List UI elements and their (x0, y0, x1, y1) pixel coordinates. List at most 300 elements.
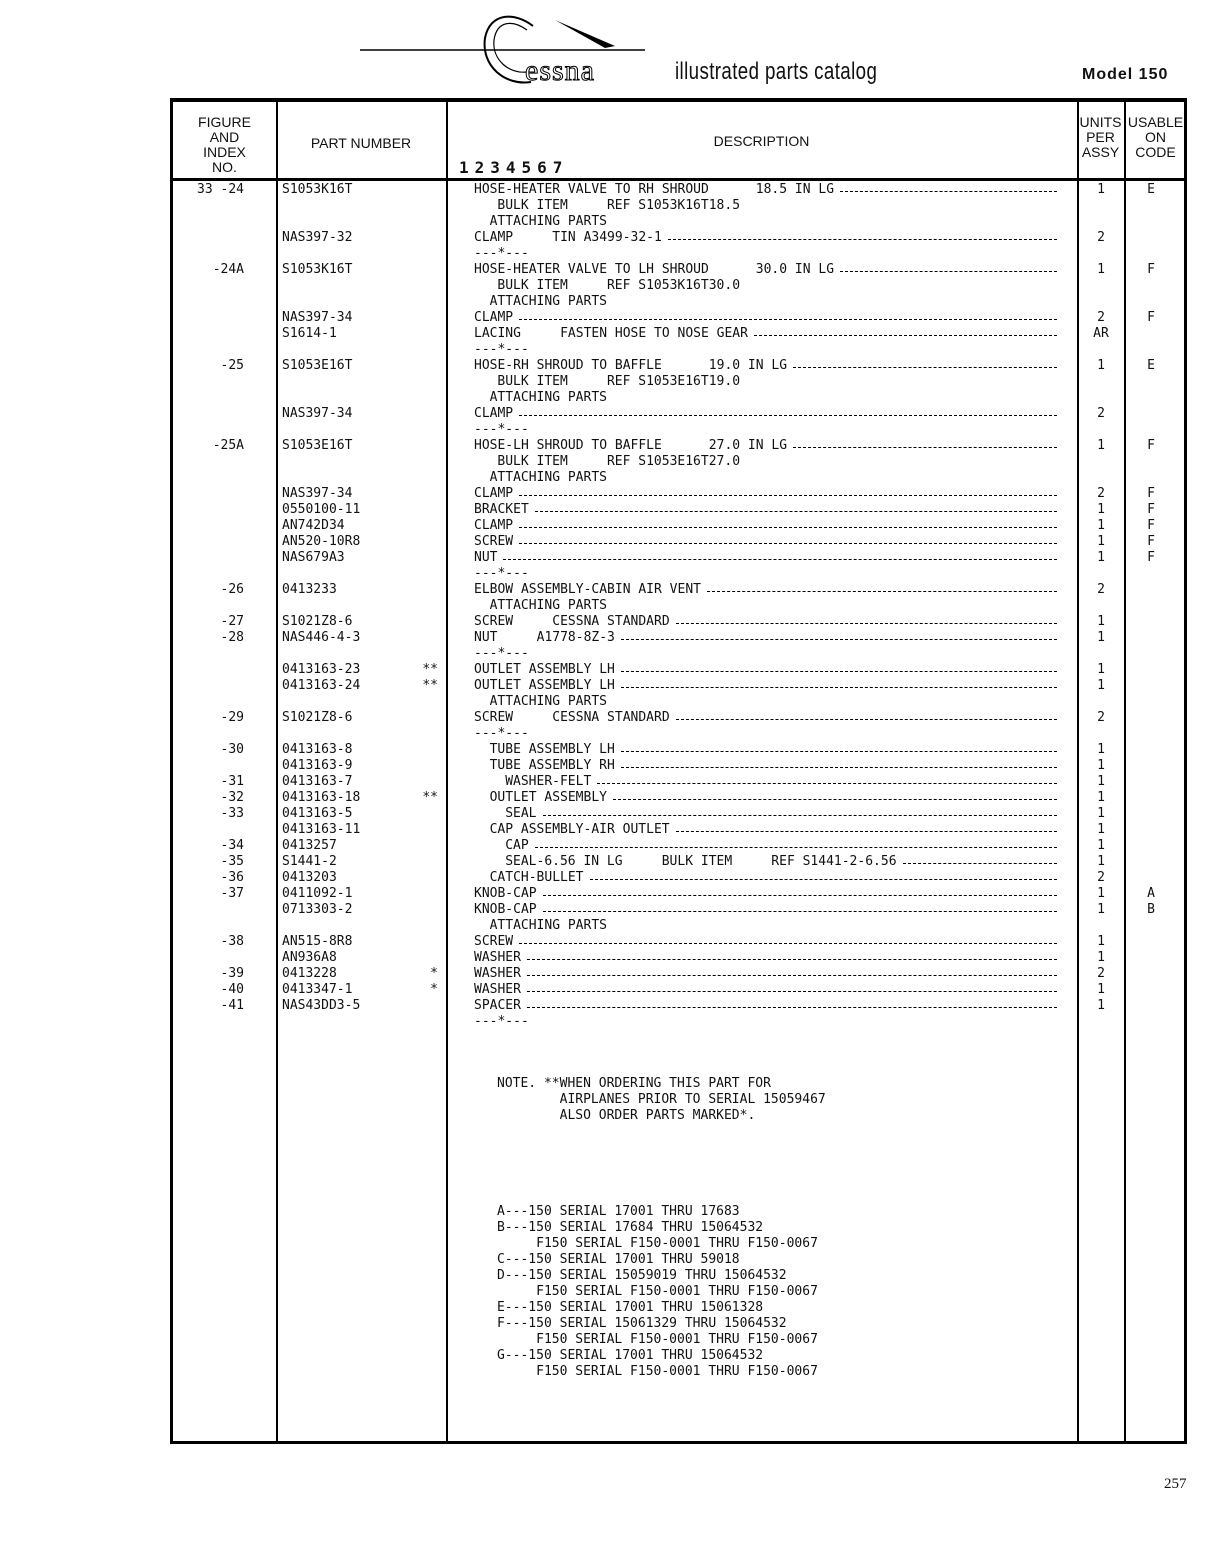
table-row (0, 1014, 1212, 1030)
table-row (0, 518, 1212, 534)
part-number: NAS397-34 (282, 486, 353, 501)
leader-dashes (707, 591, 1057, 592)
description-cell (497, 374, 740, 390)
units-per-assy: 1 (1097, 998, 1105, 1013)
leader-dashes (503, 559, 1057, 560)
catalog-title: illustrated parts catalog (675, 58, 878, 85)
units-per-assy: 1 (1097, 982, 1105, 997)
figure-index: -33 (220, 806, 244, 821)
table-row (0, 710, 1212, 726)
description-cell (490, 694, 607, 710)
description-text: CAP (505, 838, 529, 853)
description-cell (474, 902, 1060, 918)
figure-index: -39 (220, 966, 244, 981)
description-text: SPACER (474, 998, 521, 1013)
table-row (0, 374, 1212, 390)
part-number: 0411092-1 (282, 886, 353, 901)
table-row (0, 678, 1212, 694)
description-cell (490, 598, 607, 614)
description-text: TUBE ASSEMBLY LH (489, 742, 615, 757)
description-text: WASHER (474, 950, 521, 965)
description-cell (474, 982, 1060, 998)
part-number: S1053K16T (282, 262, 353, 277)
leader-dashes (903, 863, 1057, 864)
description-text: KNOB-CAP (474, 902, 537, 917)
part-number: NAS446-4-3 (282, 630, 361, 645)
description-text: ---*--- (474, 646, 529, 661)
figure-index: -29 (220, 710, 244, 725)
description-text: SCREW (474, 934, 514, 949)
description-cell (490, 918, 607, 934)
description-cell (505, 854, 1060, 870)
description-cell (474, 950, 1060, 966)
description-text: BULK ITEM REF S1053E16T27.0 (497, 454, 741, 469)
usable-on-code: E (1147, 358, 1155, 373)
leader-dashes (543, 895, 1057, 896)
part-number: S1021Z8-6 (282, 710, 353, 725)
leader-dashes (527, 1007, 1057, 1008)
header-usable-on-code: USABLE ON CODE (1127, 114, 1184, 160)
table-row (0, 742, 1212, 758)
table-row (0, 470, 1212, 486)
description-text: ---*--- (474, 1014, 529, 1029)
part-number: 0413163-5 (282, 806, 353, 821)
table-row (0, 342, 1212, 358)
description-cell (474, 710, 1060, 726)
description-cell (490, 470, 607, 486)
description-text: KNOB-CAP (474, 886, 537, 901)
leader-dashes (621, 687, 1057, 688)
description-text: ATTACHING PARTS (489, 918, 607, 933)
description-cell (474, 1014, 529, 1030)
notes-block (497, 1044, 826, 1396)
usable-on-code: F (1147, 486, 1155, 501)
table-row (0, 902, 1212, 918)
part-number: S1053K16T (282, 182, 353, 197)
part-number: S1614-1 (282, 326, 337, 341)
table-row (0, 870, 1212, 886)
description-cell (490, 742, 1060, 758)
table-row (0, 438, 1212, 454)
units-per-assy: 1 (1097, 806, 1105, 821)
description-cell (505, 838, 1060, 854)
description-cell (474, 502, 1060, 518)
description-text: ---*--- (474, 342, 529, 357)
description-cell (474, 678, 1060, 694)
table-row (0, 630, 1212, 646)
description-text: OUTLET ASSEMBLY (489, 790, 607, 805)
units-per-assy: 2 (1097, 870, 1105, 885)
part-number: AN515-8R8 (282, 934, 353, 949)
table-row (0, 214, 1212, 230)
table-row (0, 790, 1212, 806)
table-row (0, 310, 1212, 326)
units-per-assy: 1 (1097, 854, 1105, 869)
table-row (0, 854, 1212, 870)
description-text: ELBOW ASSEMBLY-CABIN AIR VENT (474, 582, 701, 597)
table-row (0, 774, 1212, 790)
description-text: NUT A1778-8Z-3 (474, 630, 615, 645)
description-cell (474, 326, 1060, 342)
units-per-assy: 1 (1097, 790, 1105, 805)
table-row (0, 246, 1212, 262)
table-row (0, 998, 1212, 1014)
leader-dashes (676, 623, 1057, 624)
units-per-assy: 1 (1097, 774, 1105, 789)
leader-dashes (543, 911, 1057, 912)
description-cell (490, 294, 607, 310)
description-cell (474, 246, 529, 262)
header-part-number: PART NUMBER (310, 135, 412, 151)
description-cell (474, 182, 1060, 198)
leader-dashes (519, 527, 1057, 528)
asterisk-mark: ** (422, 678, 438, 693)
description-cell (474, 966, 1060, 982)
description-cell (474, 998, 1060, 1014)
table-row (0, 326, 1212, 342)
description-text: CLAMP (474, 310, 514, 325)
description-cell (474, 630, 1060, 646)
part-number: 0413163-9 (282, 758, 353, 773)
table-row (0, 662, 1212, 678)
part-number: 0413163-24 (282, 678, 361, 693)
part-number: 0550100-11 (282, 502, 361, 517)
description-cell (474, 230, 1060, 246)
header-indent-scale: 1234567 (459, 158, 569, 177)
description-text: SCREW CESSNA STANDARD (474, 710, 670, 725)
description-text: SCREW CESSNA STANDARD (474, 614, 670, 629)
units-per-assy: AR (1093, 326, 1109, 341)
units-per-assy: 2 (1097, 486, 1105, 501)
usable-on-code: B (1147, 902, 1155, 917)
description-cell (474, 614, 1060, 630)
table-row (0, 566, 1212, 582)
table-row (0, 278, 1212, 294)
leader-dashes (621, 671, 1057, 672)
usable-on-code: F (1147, 262, 1155, 277)
part-number: S1441-2 (282, 854, 337, 869)
description-text: CLAMP TIN A3499-32-1 (474, 230, 662, 245)
description-cell (474, 646, 529, 662)
ordering-note: NOTE. **WHEN ORDERING THIS PART FOR AIRPLANES PRIOR TO SERIAL 15059467 ALSO ORDER PARTS MARKED*. (497, 1076, 826, 1123)
units-per-assy: 1 (1097, 614, 1105, 629)
description-cell (474, 566, 529, 582)
description-cell (474, 358, 1060, 374)
leader-dashes (840, 191, 1057, 192)
description-text: WASHER-FELT (505, 774, 592, 789)
leader-dashes (527, 959, 1057, 960)
part-number: AN742D34 (282, 518, 345, 533)
leader-dashes (535, 511, 1057, 512)
description-text: ATTACHING PARTS (489, 470, 607, 485)
description-cell (497, 454, 740, 470)
table-row (0, 886, 1212, 902)
description-text: ATTACHING PARTS (489, 694, 607, 709)
units-per-assy: 1 (1097, 902, 1105, 917)
figure-index: -26 (220, 582, 244, 597)
table-row (0, 838, 1212, 854)
usable-on-code: F (1147, 534, 1155, 549)
part-number: S1053E16T (282, 438, 353, 453)
description-text: OUTLET ASSEMBLY LH (474, 662, 615, 677)
description-cell (474, 262, 1060, 278)
description-cell (474, 534, 1060, 550)
description-cell (474, 486, 1060, 502)
figure-index: -35 (220, 854, 244, 869)
header-rule (173, 178, 1184, 181)
part-number: 0413257 (282, 838, 337, 853)
description-text: HOSE-RH SHROUD TO BAFFLE 19.0 IN LG (474, 358, 788, 373)
leader-dashes (621, 639, 1057, 640)
table-row (0, 918, 1212, 934)
description-text: ---*--- (474, 726, 529, 741)
description-text: HOSE-HEATER VALVE TO RH SHROUD 18.5 IN LG (474, 182, 835, 197)
description-cell (497, 198, 740, 214)
description-cell (490, 214, 607, 230)
figure-index: -25 (220, 358, 244, 373)
description-text: LACING FASTEN HOSE TO NOSE GEAR (474, 326, 748, 341)
leader-dashes (527, 991, 1057, 992)
figure-index: -38 (220, 934, 244, 949)
table-row (0, 950, 1212, 966)
figure-index: -31 (220, 774, 244, 789)
leader-dashes (535, 847, 1057, 848)
description-cell (474, 886, 1060, 902)
table-row (0, 262, 1212, 278)
description-text: CLAMP (474, 486, 514, 501)
description-cell (490, 790, 1060, 806)
part-number: S1021Z8-6 (282, 614, 353, 629)
description-cell (474, 422, 529, 438)
units-per-assy: 1 (1097, 534, 1105, 549)
units-per-assy: 1 (1097, 662, 1105, 677)
table-row (0, 294, 1212, 310)
units-per-assy: 2 (1097, 230, 1105, 245)
leader-dashes (590, 879, 1057, 880)
leader-dashes (621, 767, 1057, 768)
table-row (0, 486, 1212, 502)
part-number: 0713303-2 (282, 902, 353, 917)
description-text: CATCH-BULLET (489, 870, 584, 885)
figure-index: -37 (220, 886, 244, 901)
usable-on-code: F (1147, 438, 1155, 453)
description-cell (474, 550, 1060, 566)
header-units-per-assy: UNITS PER ASSY (1079, 114, 1122, 160)
leader-dashes (543, 815, 1058, 816)
description-cell (474, 582, 1060, 598)
usable-on-code: F (1147, 518, 1155, 533)
usable-on-code: E (1147, 182, 1155, 197)
units-per-assy: 2 (1097, 966, 1105, 981)
description-text: HOSE-LH SHROUD TO BAFFLE 27.0 IN LG (474, 438, 788, 453)
part-number: NAS397-32 (282, 230, 353, 245)
description-cell (490, 390, 607, 406)
part-number: NAS43DD3-5 (282, 998, 361, 1013)
table-row (0, 182, 1212, 198)
table-row (0, 582, 1212, 598)
part-number: S1053E16T (282, 358, 353, 373)
description-text: OUTLET ASSEMBLY LH (474, 678, 615, 693)
description-text: CLAMP (474, 406, 514, 421)
table-row (0, 966, 1212, 982)
part-number: NAS679A3 (282, 550, 345, 565)
leader-dashes (519, 319, 1057, 320)
page-number: 257 (1164, 1476, 1187, 1492)
part-number: NAS397-34 (282, 406, 353, 421)
part-number: 0413347-1 (282, 982, 353, 997)
figure-index: -25A (212, 438, 244, 453)
leader-dashes (519, 543, 1057, 544)
description-cell (497, 278, 740, 294)
description-cell (474, 406, 1060, 422)
table-row (0, 390, 1212, 406)
units-per-assy: 2 (1097, 406, 1105, 421)
table-row (0, 822, 1212, 838)
leader-dashes (668, 239, 1057, 240)
figure-index: -32 (220, 790, 244, 805)
units-per-assy: 1 (1097, 822, 1105, 837)
figure-index: -28 (220, 630, 244, 645)
part-number: 0413163-18 (282, 790, 361, 805)
table-row (0, 406, 1212, 422)
units-per-assy: 1 (1097, 758, 1105, 773)
part-number: NAS397-34 (282, 310, 353, 325)
figure-index: -30 (220, 742, 244, 757)
part-number: 0413203 (282, 870, 337, 885)
description-text: ---*--- (474, 566, 529, 581)
figure-index: -40 (220, 982, 244, 997)
units-per-assy: 1 (1097, 838, 1105, 853)
table-row (0, 806, 1212, 822)
leader-dashes (840, 271, 1057, 272)
description-text: TUBE ASSEMBLY RH (489, 758, 615, 773)
table-row (0, 982, 1212, 998)
part-number: 0413233 (282, 582, 337, 597)
table-row (0, 454, 1212, 470)
table-row (0, 502, 1212, 518)
description-text: ATTACHING PARTS (489, 598, 607, 613)
description-text: ---*--- (474, 246, 529, 261)
table-row (0, 422, 1212, 438)
description-text: ATTACHING PARTS (489, 214, 607, 229)
description-text: ATTACHING PARTS (489, 294, 607, 309)
table-row (0, 694, 1212, 710)
header-description: DESCRIPTION (713, 133, 810, 149)
units-per-assy: 1 (1097, 934, 1105, 949)
part-number: 0413163-7 (282, 774, 353, 789)
description-cell (490, 758, 1060, 774)
header-figure-index: FIGURE AND INDEX NO. (198, 114, 251, 175)
description-cell (505, 774, 1060, 790)
table-row (0, 614, 1212, 630)
units-per-assy: 1 (1097, 502, 1105, 517)
description-text: CAP ASSEMBLY-AIR OUTLET (489, 822, 670, 837)
description-text: SEAL-6.56 IN LG BULK ITEM REF S1441-2-6.56 (505, 854, 897, 869)
description-text: BULK ITEM REF S1053E16T19.0 (497, 374, 741, 389)
figure-index: -24A (212, 262, 244, 277)
description-cell (474, 438, 1060, 454)
units-per-assy: 1 (1097, 518, 1105, 533)
usable-on-code: F (1147, 550, 1155, 565)
units-per-assy: 2 (1097, 710, 1105, 725)
model-label: Model 150 (1082, 66, 1169, 83)
figure-index: -34 (220, 838, 244, 853)
units-per-assy: 1 (1097, 358, 1105, 373)
units-per-assy: 1 (1097, 630, 1105, 645)
usable-on-code: F (1147, 502, 1155, 517)
units-per-assy: 1 (1097, 742, 1105, 757)
table-row (0, 598, 1212, 614)
description-text: WASHER (474, 982, 521, 997)
part-number: 0413228 (282, 966, 337, 981)
description-text: WASHER (474, 966, 521, 981)
description-cell (474, 934, 1060, 950)
svg-text:essna: essna (525, 54, 595, 87)
part-number: AN936A8 (282, 950, 337, 965)
asterisk-mark: * (430, 966, 438, 981)
leader-dashes (793, 447, 1057, 448)
leader-dashes (676, 831, 1057, 832)
leader-dashes (527, 975, 1057, 976)
description-cell (490, 870, 1060, 886)
units-per-assy: 1 (1097, 950, 1105, 965)
leader-dashes (613, 799, 1057, 800)
part-number: 0413163-8 (282, 742, 353, 757)
table-row (0, 198, 1212, 214)
figure-index: -27 (220, 614, 244, 629)
part-number: 0413163-23 (282, 662, 361, 677)
description-text: CLAMP (474, 518, 514, 533)
units-per-assy: 1 (1097, 678, 1105, 693)
description-cell (474, 518, 1060, 534)
description-cell (490, 822, 1060, 838)
usable-on-code: F (1147, 310, 1155, 325)
table-row (0, 550, 1212, 566)
leader-dashes (754, 335, 1057, 336)
table-row (0, 230, 1212, 246)
table-row (0, 646, 1212, 662)
units-per-assy: 1 (1097, 262, 1105, 277)
figure-index: -41 (220, 998, 244, 1013)
leader-dashes (519, 495, 1057, 496)
table-row (0, 726, 1212, 742)
units-per-assy: 1 (1097, 550, 1105, 565)
leader-dashes (519, 415, 1057, 416)
description-cell (474, 726, 529, 742)
units-per-assy: 1 (1097, 182, 1105, 197)
table-row (0, 358, 1212, 374)
figure-index: -36 (220, 870, 244, 885)
part-number: AN520-10R8 (282, 534, 361, 549)
description-cell (474, 310, 1060, 326)
part-number: 0413163-11 (282, 822, 361, 837)
asterisk-mark: ** (422, 790, 438, 805)
leader-dashes (621, 751, 1057, 752)
usable-code-legend: A---150 SERIAL 17001 THRU 17683 B---150 SERIAL 17684 THRU 15064532 F150 SERIAL F150-0001 THRU F150-0067 C---150 SERIAL 17001 THRU 59018 D---150 SERIAL 15059019 THRU 15064532 F150 SERIAL F150-0001 THRU F150-0067 E---150 SERIAL 17001 THRU 15061328 F---150 SERIAL 15061329 THRU 15064532 F150 SERIAL F150-0001 THRU F150-0067 G---150 SERIAL 17001 THRU 15064532 F150 SERIAL F150-0001 THRU F150-0067 (497, 1204, 818, 1379)
description-cell (474, 662, 1060, 678)
description-text: ATTACHING PARTS (489, 390, 607, 405)
description-text: NUT (474, 550, 498, 565)
asterisk-mark: ** (422, 662, 438, 677)
table-row (0, 934, 1212, 950)
leader-dashes (676, 719, 1057, 720)
description-cell (474, 342, 529, 358)
leader-dashes (793, 367, 1057, 368)
figure-index: 33 -24 (197, 182, 244, 197)
description-text: HOSE-HEATER VALVE TO LH SHROUD 30.0 IN LG (474, 262, 835, 277)
description-cell (505, 806, 1060, 822)
units-per-assy: 1 (1097, 886, 1105, 901)
